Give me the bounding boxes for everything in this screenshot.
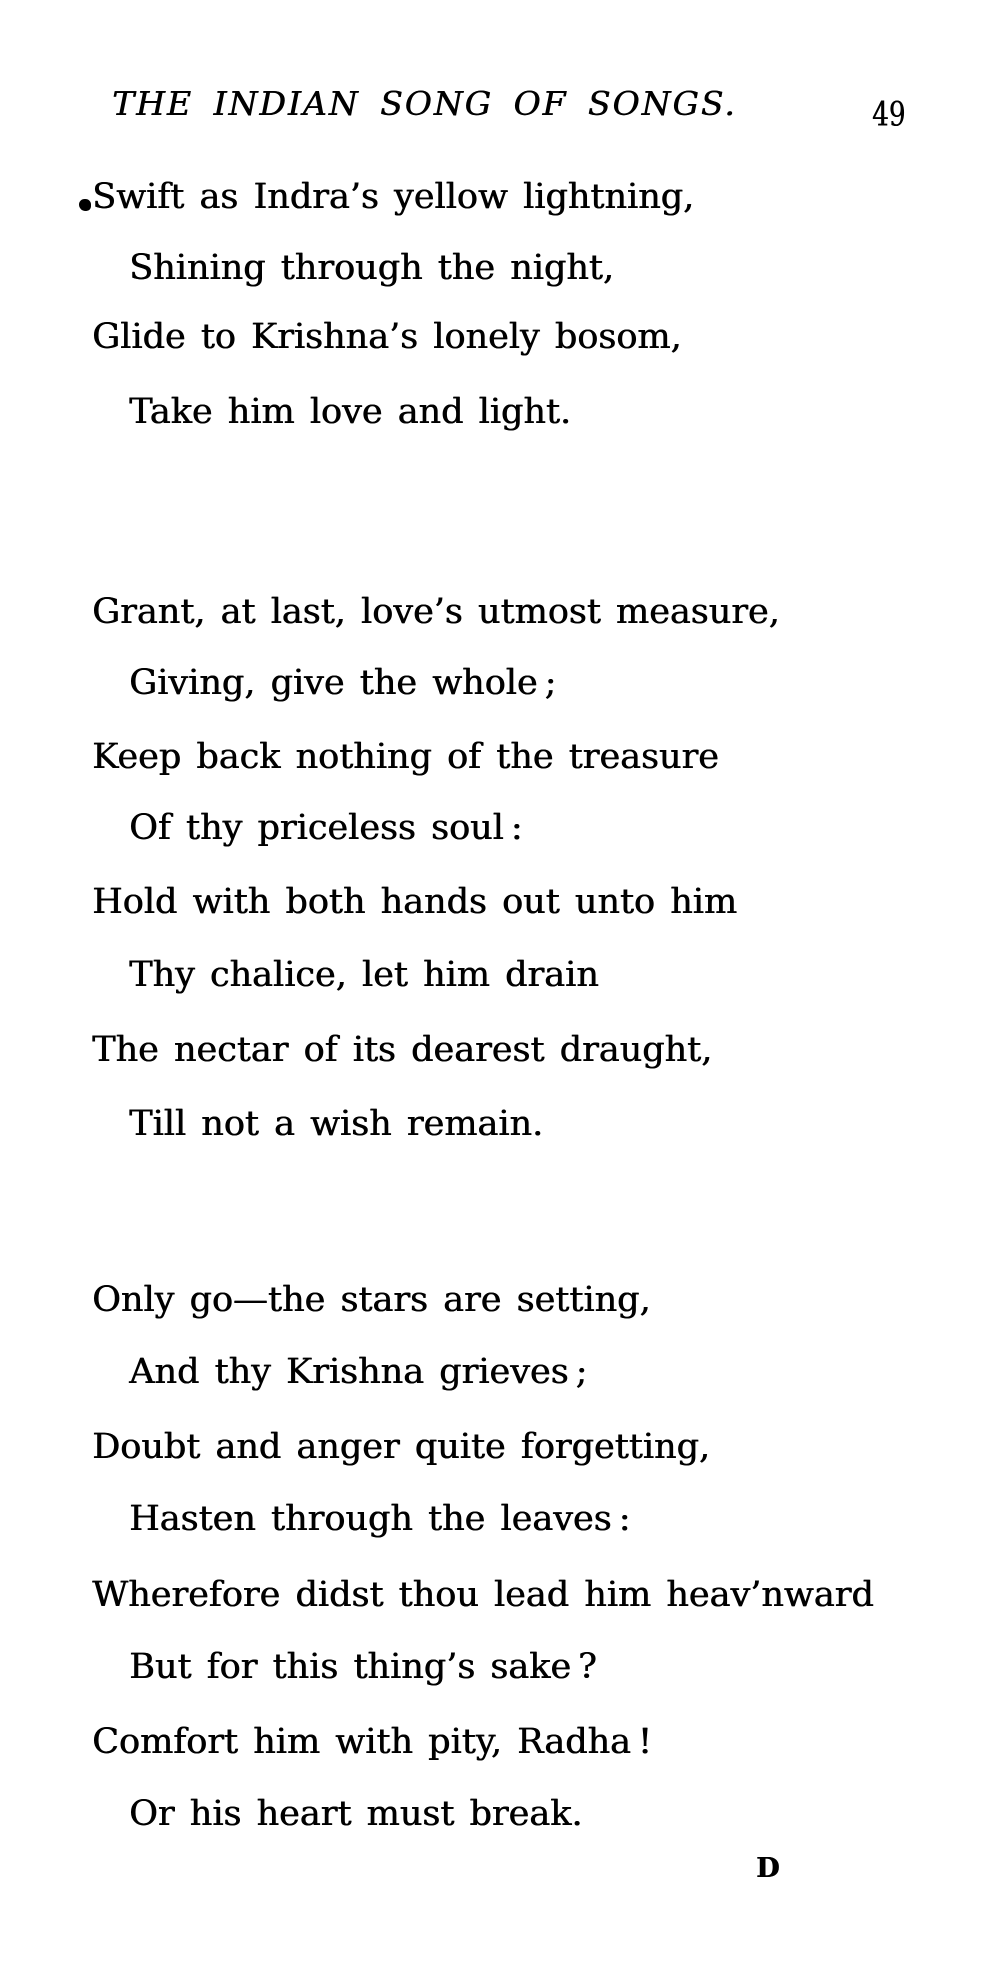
poem-line: And thy Krishna grieves ; — [129, 1352, 588, 1392]
ink-blot-icon — [79, 199, 91, 211]
poem-line — [92, 177, 694, 218]
page-title: THE INDIAN SONG OF SONGS. — [112, 84, 737, 123]
poem-line: Or his heart must break. — [129, 1794, 583, 1834]
poem-line: Hasten through the leaves : — [129, 1499, 631, 1539]
page-number: 49 — [872, 94, 906, 134]
poem-line: Till not a wish remain. — [129, 1104, 543, 1144]
poem-line: Only go—the stars are setting, — [92, 1280, 651, 1320]
poem-line: Giving, give the whole ; — [129, 663, 557, 703]
poem-line-text: Swift as Indra’s yellow lightning, — [92, 177, 695, 217]
poem-line: Of thy priceless soul : — [129, 808, 523, 848]
poem-line: Wherefore didst thou lead him heav’nward — [92, 1575, 874, 1615]
poem-line: Shining through the night, — [129, 248, 614, 288]
poem-line: Thy chalice, let him drain — [129, 955, 599, 995]
poem-line: But for this thing’s sake ? — [129, 1647, 597, 1687]
poem-line: Grant, at last, love’s utmost measure, — [92, 592, 780, 632]
signature-mark: D — [756, 1853, 780, 1884]
poem-line: Hold with both hands out unto him — [92, 882, 737, 922]
poem-line: Take him love and light. — [129, 392, 571, 432]
poem-line: Keep back nothing of the treasure — [92, 737, 719, 777]
poem-line: Comfort him with pity, Radha ! — [92, 1722, 652, 1762]
poem-line: Doubt and anger quite forgetting, — [92, 1427, 710, 1467]
poem-line: Glide to Krishna’s lonely bosom, — [92, 317, 682, 357]
poem-line: The nectar of its dearest draught, — [92, 1030, 713, 1070]
